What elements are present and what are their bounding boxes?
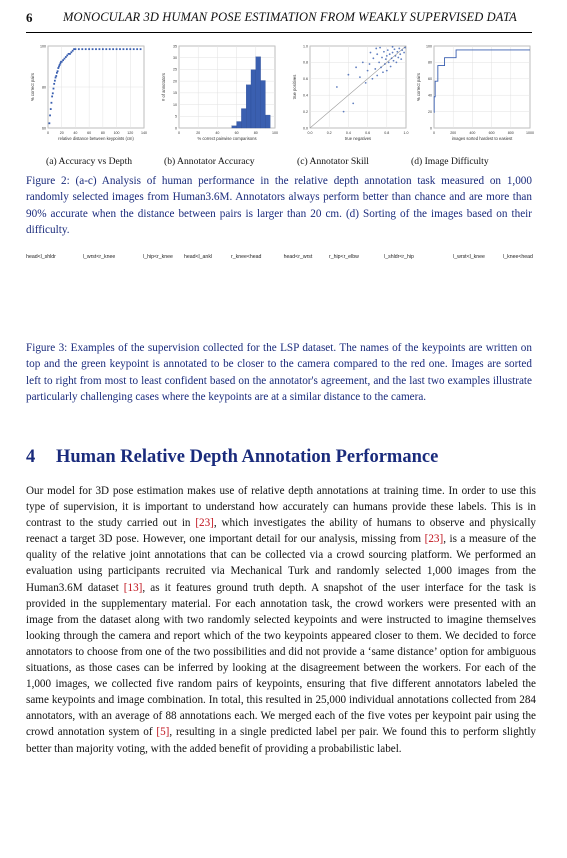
y-tick-label: 80 (42, 85, 46, 90)
data-point (399, 53, 401, 55)
paragraph (26, 483, 536, 757)
data-point (389, 53, 391, 55)
subcaption-a: (a) Accuracy vs Depth (46, 156, 133, 167)
plot-frame (434, 46, 530, 128)
data-point (57, 70, 59, 72)
data-point (343, 111, 345, 113)
data-point (55, 75, 57, 77)
histogram-bar (246, 85, 251, 128)
x-tick-label: 100 (113, 131, 120, 135)
data-point (85, 48, 87, 50)
x-tick-label: 140 (141, 131, 147, 135)
keypoint-pair-label: r_hip<r_elbw (329, 254, 359, 260)
y-tick-label: 0.6 (303, 77, 308, 82)
y-tick-label: 0 (175, 126, 177, 131)
x-tick-label: 120 (127, 131, 134, 135)
data-point (392, 52, 394, 54)
citation-link[interactable]: [23] (195, 517, 214, 530)
chart-a-svg (26, 40, 150, 152)
data-point (49, 114, 51, 116)
running-title: MONOCULAR 3D HUMAN POSE ESTIMATION FROM WEAKLY SUPERVISED DATA (63, 10, 517, 24)
data-point (57, 67, 59, 69)
keypoint-pair-label: r_knee<head (231, 254, 262, 260)
data-point (70, 51, 72, 53)
y-tick-label: 15 (173, 91, 177, 96)
x-axis-label: % correct pairwise comparisons (197, 136, 257, 141)
subcaption-c: (c) Annotator Skill (297, 156, 369, 167)
y-tick-label: 10 (173, 102, 177, 107)
chart-image-difficulty (412, 40, 536, 172)
data-point (348, 74, 350, 76)
y-tick-label: 1.0 (303, 44, 308, 49)
data-point (61, 61, 63, 63)
x-tick-label: 1000 (526, 131, 534, 135)
data-point (99, 48, 101, 50)
data-point (396, 51, 398, 53)
y-tick-label: 100 (40, 44, 46, 49)
data-point (52, 92, 54, 94)
data-point (48, 122, 50, 124)
header-rule (26, 32, 532, 33)
data-point (401, 49, 403, 51)
keypoint-pair-label: l_knee<head (503, 254, 533, 260)
data-point (126, 48, 128, 50)
data-point (112, 48, 114, 50)
data-point (116, 48, 118, 50)
chart-annotator-skill (288, 40, 412, 172)
x-tick-label: 80 (253, 131, 258, 135)
data-point (95, 48, 97, 50)
y-tick-label: 100 (426, 44, 432, 49)
y-tick-label: 0.4 (303, 93, 308, 98)
x-tick-label: 0.2 (326, 131, 332, 135)
data-point (392, 46, 394, 48)
data-point (403, 52, 405, 54)
x-tick-label: 800 (507, 131, 514, 135)
section-number: 4 (26, 447, 36, 467)
x-tick-label: 60 (234, 131, 239, 135)
data-point (386, 70, 388, 72)
data-point (390, 66, 392, 68)
data-point (380, 66, 382, 68)
data-point (381, 57, 383, 59)
page-header (26, 10, 532, 28)
data-point (387, 49, 389, 51)
y-tick-label: 0 (430, 126, 432, 131)
y-tick-label: 0.0 (303, 126, 308, 131)
data-point (56, 72, 58, 74)
subcaption-d: (d) Image Difficulty (411, 156, 489, 167)
y-tick-label: 20 (428, 109, 432, 114)
page-number: 6 (26, 10, 33, 25)
x-tick-label: 20 (196, 131, 201, 135)
data-point (369, 63, 371, 65)
citation-link[interactable]: [5] (156, 726, 170, 739)
y-tick-label: 35 (173, 44, 177, 49)
section-heading (26, 447, 438, 468)
x-tick-label: 100 (272, 131, 278, 135)
data-point (396, 62, 398, 64)
y-tick-label: 25 (173, 67, 177, 72)
x-tick-label: 40 (215, 131, 220, 135)
data-point (385, 58, 387, 60)
data-point (102, 48, 104, 50)
chart-b-svg (157, 40, 281, 152)
data-point (105, 48, 107, 50)
x-tick-label: 0.0 (307, 131, 313, 135)
chart-d-svg (412, 40, 536, 152)
x-axis-label: relative distance between keypoints (cm) (58, 136, 134, 141)
text-run: Our model for 3D pose estimation makes use of relative depth annotations at training time. In order to use this type of supervision, it is important to understand how accurately can humans provide these labels. This is in contrast to the study carried out in (26, 485, 536, 530)
x-axis-label: true negatives (344, 136, 372, 141)
chart-accuracy-vs-depth (26, 40, 150, 172)
x-tick-label: 0.4 (345, 131, 351, 135)
data-point (374, 68, 376, 70)
keypoint-pair-label: l_hip<r_knee (143, 254, 173, 260)
data-point (51, 102, 53, 104)
x-tick-label: 0 (433, 131, 435, 135)
x-tick-label: 0.8 (384, 131, 390, 135)
data-point (384, 63, 386, 65)
keypoint-pair-label: l_shldr<r_hip (384, 254, 414, 260)
x-tick-label: 0.6 (365, 131, 371, 135)
data-point (362, 62, 364, 64)
chart-c-svg (288, 40, 412, 152)
data-point (365, 82, 367, 84)
data-point (69, 53, 71, 55)
data-point (355, 66, 357, 68)
data-point (59, 62, 61, 64)
data-point (398, 48, 400, 50)
y-tick-label: 0.2 (303, 109, 308, 114)
subcaption-b: (b) Annotator Accuracy (164, 156, 255, 167)
x-tick-label: 0 (47, 131, 49, 135)
data-point (123, 48, 125, 50)
data-point (53, 83, 55, 85)
data-point (376, 75, 378, 77)
text-run: , as it features ground truth depth. A snapshot of the user interface for the task is provided in the supplementary material. For each annotation task, the crowd workers were presented with an image from the dataset along with two randomly selected keypoints and were instructed to imagine themselves looking through the camera and report which of the two keypoints appeared closer to them. We decided to force annotators to choose from one of the two possibilities and did not provide a ‘same distance’ option for ambiguous situations, as those cases can be inferred by looking at the disagreement between the workers. For each of the 1,000 images, we collected five random pairs of keypoints, ensuring that five different annotators labeled the same keypoints and image combination. In total, this resulted in 25,000 individual annotations collected from 284 annotators, with an average of 88 annotations each. We merged each of the five votes per keypoint pair using the crowd annotation system of (26, 581, 536, 739)
data-point (53, 88, 55, 90)
data-point (64, 58, 66, 60)
x-tick-label: 200 (450, 131, 457, 135)
text-run: , resulting in a single predicted label per pair. We found this to perform slightly better than majority voting, with the added benefit of providing a probabilistic label. (26, 726, 536, 755)
data-point (62, 59, 64, 61)
x-tick-label: 80 (100, 131, 105, 135)
data-point (92, 48, 94, 50)
x-tick-label: 400 (469, 131, 476, 135)
data-point (378, 62, 380, 64)
data-point (386, 55, 388, 57)
figure-3 (26, 254, 536, 328)
data-point (109, 48, 111, 50)
text-run: , is a measure of the quality of the relative joint annotations that can be collected via a crowd sourcing platform. We performed an evaluation using participants recruited via Mechanical Turk and randomly selected 1,000 images from the Human3.6M dataset (26, 533, 537, 594)
data-point (395, 55, 397, 57)
data-point (336, 86, 338, 88)
data-point (379, 47, 381, 49)
x-tick-label: 600 (488, 131, 495, 135)
data-point (58, 66, 60, 68)
data-point (394, 48, 396, 50)
histogram-bar (237, 122, 242, 128)
histogram-bar (232, 126, 237, 128)
y-axis-label: % correct pairs (416, 73, 421, 101)
data-point (129, 48, 131, 50)
y-tick-label: 60 (428, 77, 432, 82)
data-point (404, 47, 406, 49)
histogram-bar (251, 70, 256, 128)
keypoint-pair-label: head<r_wrst (283, 254, 313, 260)
chart-annotator-accuracy (157, 40, 281, 172)
keypoint-pair-label: head<l_ankl (183, 254, 213, 260)
data-point (88, 48, 90, 50)
section-title: Human Relative Depth Annotation Performance (56, 447, 439, 467)
histogram-bar (241, 109, 246, 128)
y-tick-label: 20 (173, 79, 177, 84)
keypoint-pair-label: head<l_shldr (26, 254, 56, 260)
y-axis-label: true positives (292, 74, 297, 100)
data-point (51, 96, 53, 98)
citation-link[interactable]: [13] (123, 581, 143, 594)
data-point (133, 48, 135, 50)
data-point (81, 48, 83, 50)
y-tick-label: 80 (428, 60, 432, 65)
data-point (59, 64, 61, 66)
data-point (393, 60, 395, 62)
data-point (72, 50, 74, 52)
text-run: , which investigates the ability of humans to observe and physically reenact a target 3D pose. However, one important detail for our analysis, missing from (26, 517, 536, 546)
data-point (66, 55, 68, 57)
data-point (78, 48, 80, 50)
data-point (372, 78, 374, 80)
x-tick-label: 40 (73, 131, 78, 135)
citation-link[interactable]: [23] (424, 533, 444, 546)
x-tick-label: 1.0 (403, 131, 409, 135)
data-point (391, 57, 393, 59)
data-point (375, 48, 377, 50)
x-tick-label: 20 (59, 131, 64, 135)
data-point (382, 71, 384, 73)
keypoint-pair-label: l_wrst<r_knee (82, 254, 116, 260)
body-text (26, 483, 536, 757)
y-tick-label: 60 (42, 126, 46, 131)
histogram-bar (256, 57, 261, 128)
data-point (388, 62, 390, 64)
x-tick-label: 60 (87, 131, 92, 135)
keypoint-pair-label: l_wrst<l_knee (453, 254, 485, 260)
y-axis-label: % correct pairs (30, 73, 35, 101)
y-tick-label: 0.8 (303, 60, 308, 65)
histogram-bar (261, 81, 266, 128)
data-point (372, 57, 374, 59)
data-point (367, 70, 369, 72)
y-axis-label: # of annotators (161, 73, 166, 101)
data-point (75, 48, 77, 50)
data-point (397, 57, 399, 59)
data-point (370, 52, 372, 54)
x-tick-label: 0 (178, 131, 180, 135)
x-axis-label: images sorted hardest to easiest (451, 136, 513, 141)
data-point (352, 103, 354, 105)
data-point (65, 56, 67, 58)
data-point (50, 108, 52, 110)
figure-3-caption: Figure 3: Examples of the supervision collected for the LSP dataset. The names of the keypoints are written on top and the green keypoint is annotated to be closer to the camera compared to the red one. Images are sorted left to right from most to least confident based on the annotator's agreement, and the last two examples illustrate particularly challenging cases where the keypoints are at a similar distance to the camera. (26, 342, 532, 403)
data-point (383, 51, 385, 53)
data-point (400, 58, 402, 60)
data-point (119, 48, 121, 50)
data-point (376, 53, 378, 55)
data-point (54, 80, 56, 82)
data-point (140, 48, 142, 50)
figure-2 (26, 40, 536, 172)
data-point (55, 77, 57, 79)
y-tick-label: 30 (173, 56, 177, 61)
data-point (359, 76, 361, 78)
figure-2-caption: Figure 2: (a-c) Analysis of human performance in the relative depth annotation task measured on 1,000 randomly selected images from Human3.6M. Annotators always perform better than chance and are more than 90% accurate when the distance between pairs is larger than 20 cm. (d) Sorting of the images based on their difficulty. (26, 175, 532, 236)
y-tick-label: 40 (428, 93, 432, 98)
histogram-bar (265, 115, 270, 128)
data-point (136, 48, 138, 50)
y-tick-label: 5 (175, 114, 177, 119)
